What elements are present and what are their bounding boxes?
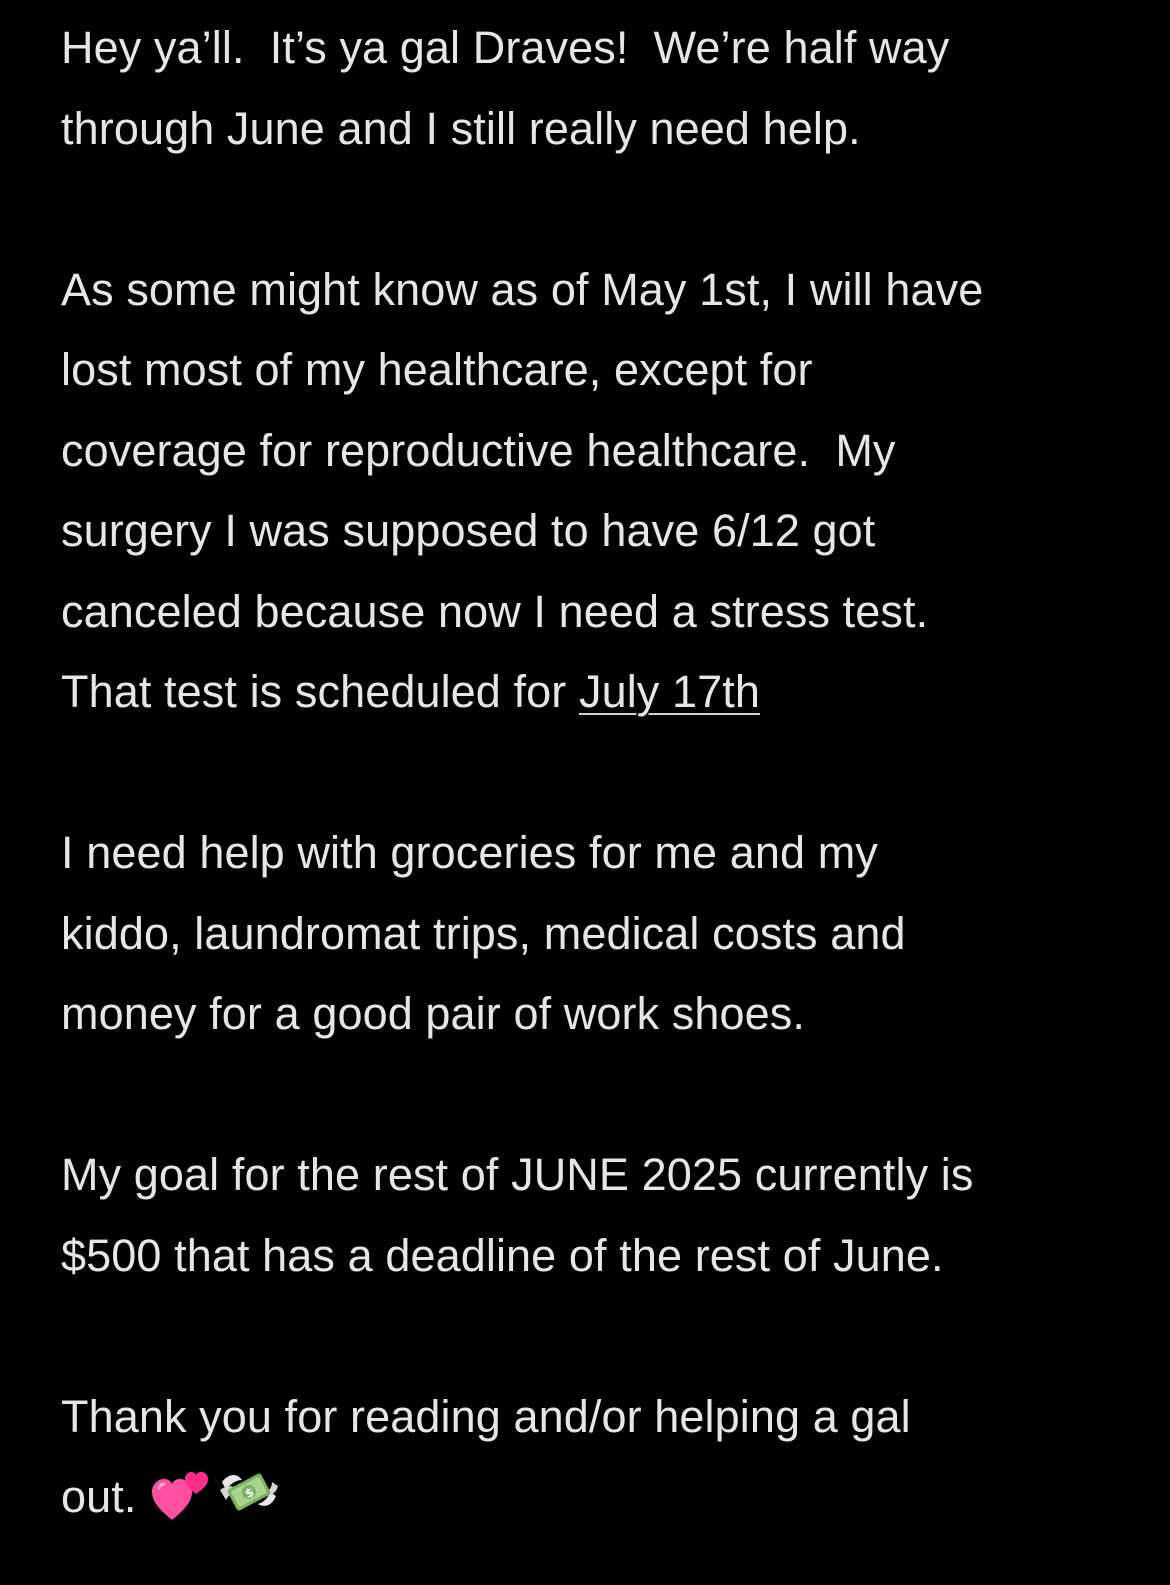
text-line: Hey ya’ll. It’s ya gal Draves! We’re half way [61,22,950,73]
text-line: Thank you for reading and/or helping a gal [61,1390,911,1442]
out-text: out. [61,1471,137,1522]
text-line: money for a good pair of work shoes. [61,988,805,1039]
note-body [61,8,1151,1538]
paragraph-needs [61,813,1151,1055]
paragraph-intro [61,8,1151,169]
text-line: coverage for reproductive healthcare. My [61,424,896,476]
paragraph-thanks [61,1377,1151,1538]
text-line-with-date [61,652,1151,733]
test-scheduled-text: That test is scheduled for [61,666,579,717]
text-line: I need help with groceries for me and my [61,827,878,878]
text-line-with-emoji [61,1457,1151,1538]
text-line: surgery I was supposed to have 6/12 got [61,505,876,556]
text-line: canceled because now I need a stress test. [61,585,929,637]
paragraph-goal [61,1135,1151,1296]
paragraph-healthcare [61,250,1151,733]
text-line: My goal for the rest of JUNE 2025 currently is [61,1149,974,1200]
money-with-wings-icon [216,1462,282,1522]
date-link-july-17[interactable]: July 17th [578,666,760,717]
text-line: As some might know as of May 1st, I will have [61,263,984,315]
text-line: $500 that has a deadline of the rest of June. [61,1229,944,1281]
two-hearts-icon [150,1464,212,1522]
text-line: kiddo, laundromat trips, medical costs and [61,907,906,959]
svg-text:$: $ [242,1484,257,1502]
text-line: lost most of my healthcare, except for [61,344,813,395]
text-line: through June and I still really need help. [61,102,861,154]
